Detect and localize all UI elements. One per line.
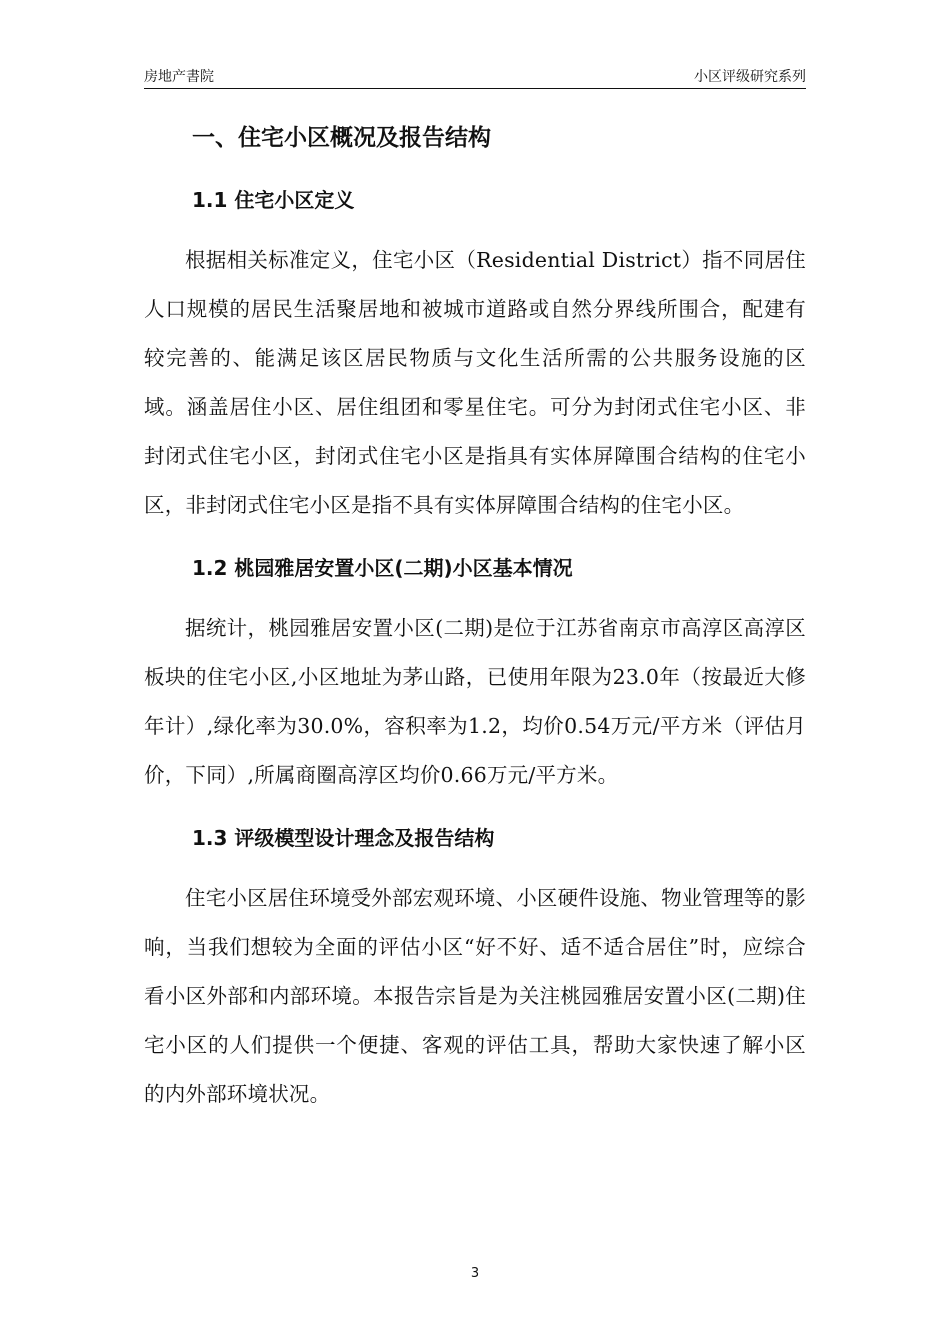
subsection-heading-basic-info: 1.2 桃园雅居安置小区(二期)小区基本情况 (192, 556, 573, 580)
page-number: 3 (470, 1266, 480, 1281)
paragraph-basic-info: 据统计，桃园雅居安置小区(二期)是位于江苏省南京市高淳区高淳区板块的住宅小区,小区地址为茅山路，已使用年限为23.0年（按最近大修年计）,绿化率为30.0%，容积率为1.2，均价0.54万元/平方米（评估月价，下同）,所属商圈高淳区均价0.66万元/平方米。 (144, 616, 806, 787)
header-publisher: 房地产書院 (144, 69, 214, 85)
paragraph-model: 住宅小区居住环境受外部宏观环境、小区硬件设施、物业管理等的影响，当我们想较为全面的评估小区“好不好、适不适合居住”时，应综合看小区外部和内部环境。本报告宗旨是为关注桃园雅居安置小区(二期)住宅小区的人们提供一个便捷、客观的评估工具，帮助大家快速了解小区的内外部环境状况。 (144, 886, 806, 1106)
header-series: 小区评级研究系列 (694, 69, 806, 85)
paragraph-definition: 根据相关标准定义，住宅小区（Residential District）指不同居住人口规模的居民生活聚居地和被城市道路或自然分界线所围合，配建有较完善的、能满足该区居民物质与文化生活所需的公共服务设施的区域。涵盖居住小区、居住组团和零星住宅。可分为封闭式住宅小区、非封闭式住宅小区，封闭式住宅小区是指具有实体屏障围合结构的住宅小区，非封闭式住宅小区是指不具有实体屏障围合结构的住宅小区。 (144, 248, 806, 517)
subsection-heading-definition: 1.1 住宅小区定义 (192, 188, 355, 212)
document-body (144, 112, 806, 1127)
subsection-heading-model: 1.3 评级模型设计理念及报告结构 (192, 826, 495, 850)
header-divider (144, 88, 806, 89)
section-heading: 一、住宅小区概况及报告结构 (192, 125, 491, 151)
